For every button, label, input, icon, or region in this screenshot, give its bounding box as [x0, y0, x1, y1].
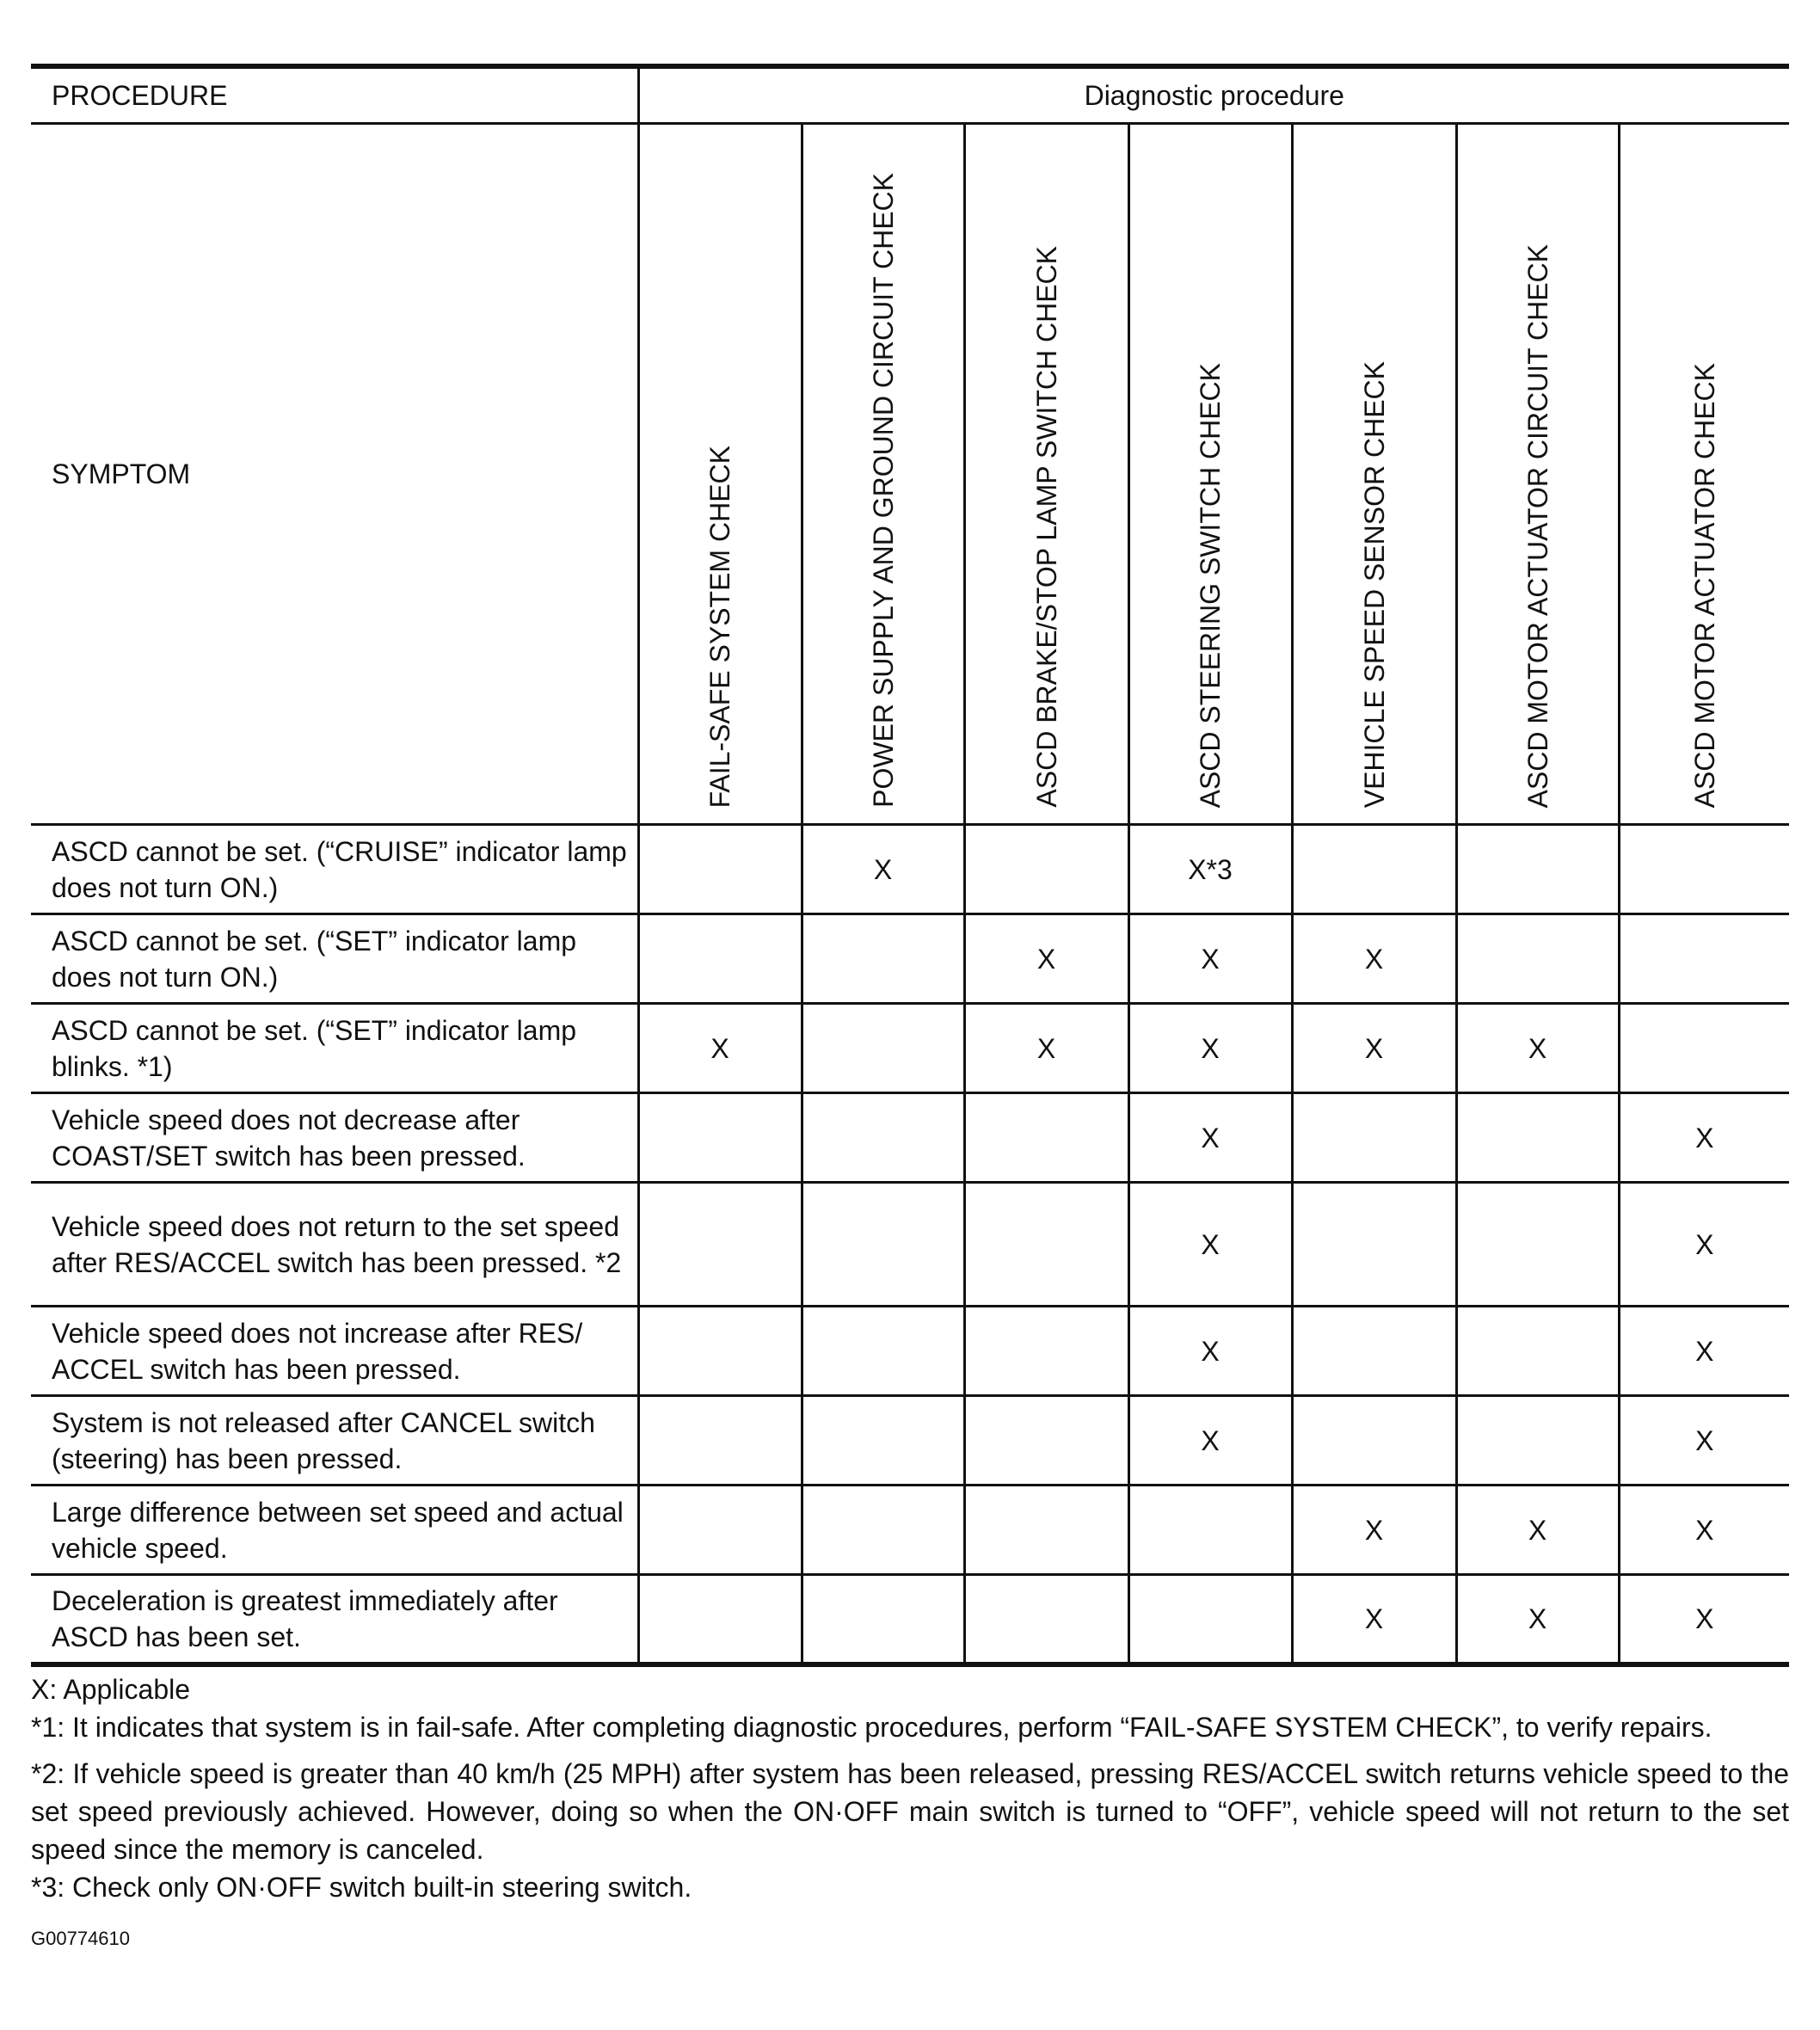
column-header [1456, 124, 1619, 825]
applicability-cell [802, 914, 964, 1004]
applicability-cell [802, 1486, 964, 1575]
symptom-cell: Large difference between set speed and actual vehicle speed. [31, 1486, 638, 1575]
applicability-cell: X [1619, 1307, 1789, 1396]
symptom-label: SYMPTOM [31, 124, 638, 825]
applicability-cell [638, 825, 802, 914]
table-row [31, 1396, 1789, 1486]
applicability-cell: X*3 [1128, 825, 1292, 914]
diagnostic-document [31, 64, 1789, 1951]
column-header-text: ASCD MOTOR ACTUATOR CHECK [1688, 362, 1720, 808]
table-row [31, 1307, 1789, 1396]
applicability-cell [1456, 1307, 1619, 1396]
column-header-text: POWER SUPPLY AND GROUND CIRCUIT CHECK [867, 173, 899, 808]
applicability-cell [1456, 1093, 1619, 1183]
column-header-text: FAIL-SAFE SYSTEM CHECK [704, 445, 735, 808]
symptom-cell: ASCD cannot be set. (“CRUISE” indicator lamp does not turn ON.) [31, 825, 638, 914]
table-row [31, 825, 1789, 914]
applicability-cell [1456, 1183, 1619, 1307]
column-header [802, 124, 964, 825]
column-header-text: ASCD BRAKE/STOP LAMP SWITCH CHECK [1030, 246, 1062, 808]
column-header-row [31, 124, 1789, 825]
applicability-cell: X [1292, 1486, 1456, 1575]
applicability-cell [638, 1307, 802, 1396]
applicability-cell [1292, 825, 1456, 914]
table-row [31, 1004, 1789, 1093]
column-header [964, 124, 1128, 825]
symptom-rows [31, 825, 1789, 1665]
column-header-text: ASCD STEERING SWITCH CHECK [1195, 362, 1226, 808]
applicability-cell [1292, 1307, 1456, 1396]
procedure-label: PROCEDURE [31, 66, 638, 124]
applicability-cell: X [1619, 1183, 1789, 1307]
applicability-cell [964, 1396, 1128, 1486]
applicability-cell [638, 1183, 802, 1307]
applicability-cell: X [1619, 1093, 1789, 1183]
diagnostic-procedure-header: Diagnostic procedure [638, 66, 1789, 124]
applicability-cell [964, 1307, 1128, 1396]
applicability-cell [802, 1396, 964, 1486]
applicability-cell: X [1456, 1486, 1619, 1575]
column-header [1619, 124, 1789, 825]
applicability-cell [1456, 1396, 1619, 1486]
applicability-cell: X [1292, 1004, 1456, 1093]
applicability-cell [638, 1093, 802, 1183]
applicability-cell [1128, 1575, 1292, 1665]
applicability-cell: X [802, 825, 964, 914]
applicability-cell [964, 1093, 1128, 1183]
procedure-header-row [31, 66, 1789, 124]
applicability-cell [964, 1183, 1128, 1307]
symptom-cell: Deceleration is greatest immediately after ASCD has been set. [31, 1575, 638, 1665]
applicability-cell [1619, 825, 1789, 914]
applicability-cell: X [1619, 1396, 1789, 1486]
footnote-1: *1: It indicates that system is in fail-safe. After completing diagnostic procedures, perform “FAIL-SAFE SYSTEM CHECK”, to verify repairs. [31, 1712, 1712, 1743]
applicability-cell [638, 914, 802, 1004]
applicability-cell [1128, 1486, 1292, 1575]
column-header [1128, 124, 1292, 825]
applicability-cell: X [1619, 1575, 1789, 1665]
symptom-cell: Vehicle speed does not decrease after COAST/SET switch has been pressed. [31, 1093, 638, 1183]
column-header-text: VEHICLE SPEED SENSOR CHECK [1358, 360, 1390, 808]
applicability-cell: X [638, 1004, 802, 1093]
applicability-cell [1619, 914, 1789, 1004]
applicability-cell: X [1456, 1004, 1619, 1093]
table-row [31, 1183, 1789, 1307]
table-row [31, 1486, 1789, 1575]
applicability-cell [802, 1575, 964, 1665]
symptom-table [31, 64, 1789, 1667]
applicability-cell [964, 825, 1128, 914]
applicability-cell [1456, 914, 1619, 1004]
table-row [31, 1575, 1789, 1665]
symptom-cell: Vehicle speed does not return to the set speed after RES/ACCEL switch has been pressed. *2 [31, 1183, 638, 1307]
figure-code: G00774610 [31, 1928, 130, 1949]
applicability-cell: X [1456, 1575, 1619, 1665]
applicability-cell [1456, 825, 1619, 914]
applicability-cell [1619, 1004, 1789, 1093]
applicability-cell [964, 1575, 1128, 1665]
applicability-cell: X [1128, 1183, 1292, 1307]
applicability-cell [638, 1486, 802, 1575]
applicability-cell [1292, 1183, 1456, 1307]
applicability-cell: X [1128, 1093, 1292, 1183]
applicability-cell: X [1619, 1486, 1789, 1575]
symptom-cell: ASCD cannot be set. (“SET” indicator lamp does not turn ON.) [31, 914, 638, 1004]
applicability-cell [1292, 1396, 1456, 1486]
applicability-cell: X [964, 1004, 1128, 1093]
applicability-cell [802, 1183, 964, 1307]
symptom-cell: ASCD cannot be set. (“SET” indicator lamp blinks. *1) [31, 1004, 638, 1093]
applicability-cell [638, 1575, 802, 1665]
applicability-cell [802, 1093, 964, 1183]
legend-note: X: Applicable [31, 1674, 191, 1705]
column-header-text: ASCD MOTOR ACTUATOR CIRCUIT CHECK [1522, 243, 1553, 808]
applicability-cell [964, 1486, 1128, 1575]
applicability-cell [802, 1004, 964, 1093]
applicability-cell: X [1128, 1396, 1292, 1486]
column-header [638, 124, 802, 825]
table-row [31, 914, 1789, 1004]
applicability-cell: X [964, 914, 1128, 1004]
applicability-cell: X [1292, 914, 1456, 1004]
applicability-cell [1292, 1093, 1456, 1183]
footnote-2: *2: If vehicle speed is greater than 40 km/h (25 MPH) after system has been released, pressing RES/ACCEL switch returns vehicle speed to the set speed previously achieved. However, doing so when the ON·OFF main switch is turned to “OFF”, vehicle speed will not return to the set speed since the memory is canceled. [31, 1758, 1789, 1865]
footnote-3: *3: Check only ON·OFF switch built-in steering switch. [31, 1872, 692, 1903]
applicability-cell [638, 1396, 802, 1486]
applicability-cell: X [1128, 914, 1292, 1004]
applicability-cell: X [1292, 1575, 1456, 1665]
symptom-cell: Vehicle speed does not increase after RES/ ACCEL switch has been pressed. [31, 1307, 638, 1396]
applicability-cell: X [1128, 1307, 1292, 1396]
column-header [1292, 124, 1456, 825]
notes-section [31, 1670, 1789, 1906]
table-row [31, 1093, 1789, 1183]
applicability-cell [802, 1307, 964, 1396]
applicability-cell: X [1128, 1004, 1292, 1093]
symptom-cell: System is not released after CANCEL switch (steering) has been pressed. [31, 1396, 638, 1486]
